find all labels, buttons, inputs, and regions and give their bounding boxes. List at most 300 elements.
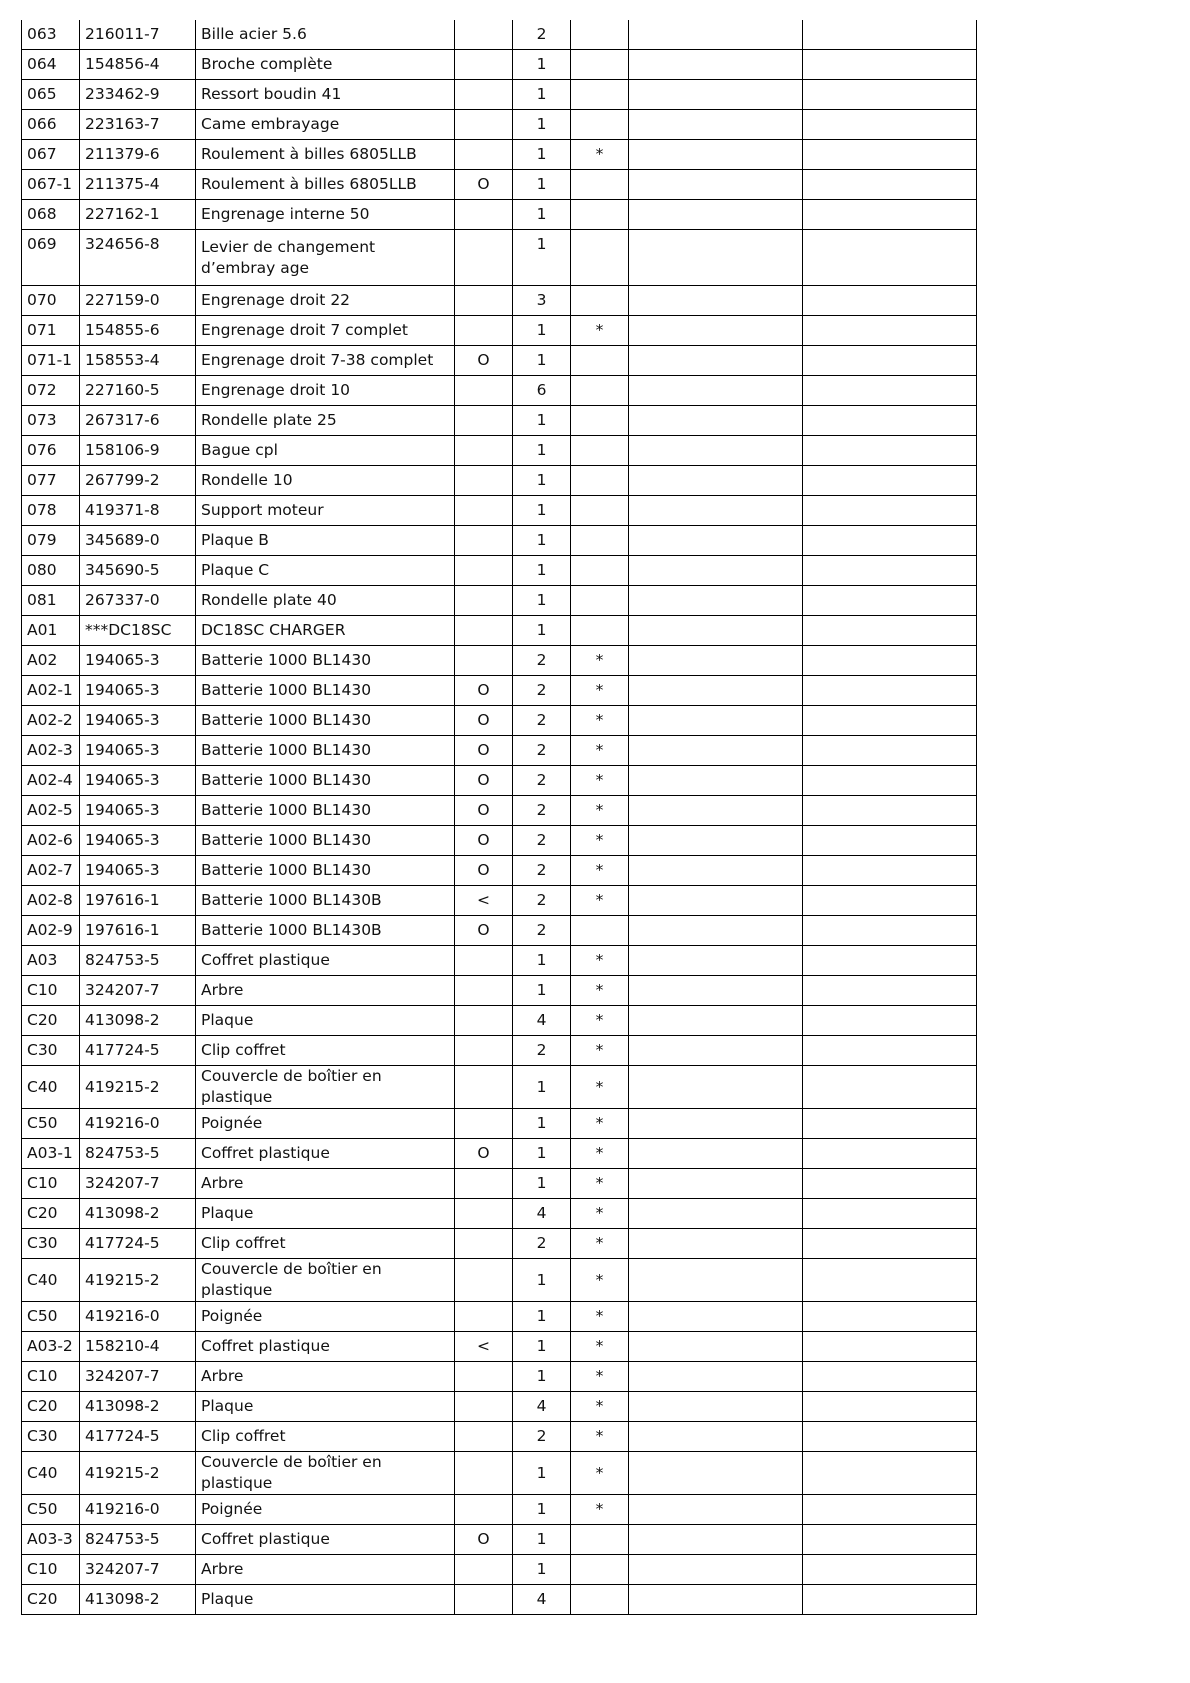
availability-mark-cell [571, 20, 629, 50]
availability-mark-cell [571, 230, 629, 286]
notes-cell [629, 80, 803, 110]
notes-cell [629, 1452, 803, 1495]
notes-cell [803, 1302, 977, 1332]
quantity-cell: 3 [513, 286, 571, 316]
table-row [22, 826, 977, 856]
option-code-cell [455, 1392, 513, 1422]
option-code-cell [455, 406, 513, 436]
availability-mark-cell: * [571, 1199, 629, 1229]
description-cell: Bague cpl [196, 436, 455, 466]
option-code-cell [455, 1169, 513, 1199]
table-row [22, 466, 977, 496]
notes-cell [629, 1169, 803, 1199]
part-number-cell: 824753-5 [80, 1139, 196, 1169]
option-code-cell [455, 436, 513, 466]
notes-cell [803, 1452, 977, 1495]
notes-cell [803, 916, 977, 946]
description-cell: Couvercle de boîtier en plastique [196, 1066, 455, 1109]
option-code-cell: O [455, 826, 513, 856]
table-row [22, 526, 977, 556]
ref-number-cell: A02-9 [22, 916, 80, 946]
availability-mark-cell [571, 50, 629, 80]
option-code-cell [455, 946, 513, 976]
quantity-cell: 2 [513, 1229, 571, 1259]
option-code-cell: O [455, 1139, 513, 1169]
ref-number-cell: A03-1 [22, 1139, 80, 1169]
ref-number-cell: 066 [22, 110, 80, 140]
description-cell: Arbre [196, 976, 455, 1006]
notes-cell [629, 496, 803, 526]
description-cell: Rondelle plate 40 [196, 586, 455, 616]
ref-number-cell: C40 [22, 1452, 80, 1495]
part-number-cell: 233462-9 [80, 80, 196, 110]
availability-mark-cell: * [571, 1259, 629, 1302]
description-cell: Coffret plastique [196, 1332, 455, 1362]
notes-cell [803, 466, 977, 496]
description-cell: Bille acier 5.6 [196, 20, 455, 50]
notes-cell [629, 646, 803, 676]
parts-table-body [22, 20, 977, 1615]
table-row [22, 496, 977, 526]
description-cell: Plaque [196, 1199, 455, 1229]
notes-cell [803, 1006, 977, 1036]
table-row [22, 1495, 977, 1525]
quantity-cell: 1 [513, 1109, 571, 1139]
option-code-cell [455, 316, 513, 346]
part-number-cell: 194065-3 [80, 826, 196, 856]
part-number-cell: 194065-3 [80, 796, 196, 826]
ref-number-cell: A01 [22, 616, 80, 646]
notes-cell [629, 1109, 803, 1139]
notes-cell [803, 526, 977, 556]
notes-cell [803, 1139, 977, 1169]
ref-number-cell: C50 [22, 1109, 80, 1139]
notes-cell [803, 346, 977, 376]
notes-cell [803, 316, 977, 346]
quantity-cell: 1 [513, 170, 571, 200]
part-number-cell: 419215-2 [80, 1452, 196, 1495]
ref-number-cell: A02-2 [22, 706, 80, 736]
part-number-cell: 419216-0 [80, 1109, 196, 1139]
part-number-cell: 413098-2 [80, 1585, 196, 1615]
description-cell: Clip coffret [196, 1422, 455, 1452]
notes-cell [803, 1169, 977, 1199]
part-number-cell: 413098-2 [80, 1392, 196, 1422]
availability-mark-cell [571, 496, 629, 526]
table-row [22, 170, 977, 200]
part-number-cell: 417724-5 [80, 1036, 196, 1066]
table-row [22, 1036, 977, 1066]
quantity-cell: 1 [513, 1169, 571, 1199]
description-cell: Engrenage interne 50 [196, 200, 455, 230]
quantity-cell: 1 [513, 586, 571, 616]
ref-number-cell: A02-6 [22, 826, 80, 856]
option-code-cell [455, 230, 513, 286]
notes-cell [629, 1392, 803, 1422]
part-number-cell: 194065-3 [80, 646, 196, 676]
notes-cell [629, 856, 803, 886]
table-row [22, 1585, 977, 1615]
ref-number-cell: C30 [22, 1422, 80, 1452]
notes-cell [803, 80, 977, 110]
table-row [22, 1006, 977, 1036]
part-number-cell: 223163-7 [80, 110, 196, 140]
description-cell: Arbre [196, 1362, 455, 1392]
availability-mark-cell: * [571, 1066, 629, 1109]
ref-number-cell: A02-8 [22, 886, 80, 916]
part-number-cell: 417724-5 [80, 1229, 196, 1259]
description-cell: Plaque [196, 1006, 455, 1036]
part-number-cell: 227160-5 [80, 376, 196, 406]
option-code-cell: < [455, 886, 513, 916]
option-code-cell [455, 556, 513, 586]
ref-number-cell: 072 [22, 376, 80, 406]
quantity-cell: 2 [513, 20, 571, 50]
table-row [22, 946, 977, 976]
availability-mark-cell [571, 346, 629, 376]
ref-number-cell: 065 [22, 80, 80, 110]
description-cell: Batterie 1000 BL1430 [196, 796, 455, 826]
part-number-cell: 267799-2 [80, 466, 196, 496]
table-row [22, 706, 977, 736]
option-code-cell: O [455, 796, 513, 826]
option-code-cell [455, 286, 513, 316]
table-row [22, 80, 977, 110]
notes-cell [803, 1066, 977, 1109]
part-number-cell: 324207-7 [80, 1362, 196, 1392]
ref-number-cell: C30 [22, 1229, 80, 1259]
table-row [22, 556, 977, 586]
quantity-cell: 2 [513, 706, 571, 736]
notes-cell [629, 110, 803, 140]
table-row [22, 20, 977, 50]
availability-mark-cell [571, 286, 629, 316]
availability-mark-cell: * [571, 1109, 629, 1139]
ref-number-cell: 063 [22, 20, 80, 50]
notes-cell [803, 1495, 977, 1525]
quantity-cell: 2 [513, 1036, 571, 1066]
quantity-cell: 1 [513, 140, 571, 170]
table-row [22, 736, 977, 766]
description-cell: Plaque C [196, 556, 455, 586]
part-number-cell: 824753-5 [80, 1525, 196, 1555]
part-number-cell: 154856-4 [80, 50, 196, 80]
ref-number-cell: A02-3 [22, 736, 80, 766]
ref-number-cell: C40 [22, 1259, 80, 1302]
notes-cell [629, 736, 803, 766]
quantity-cell: 1 [513, 1066, 571, 1109]
option-code-cell [455, 1302, 513, 1332]
description-cell: Plaque B [196, 526, 455, 556]
notes-cell [629, 1259, 803, 1302]
notes-cell [629, 436, 803, 466]
availability-mark-cell [571, 200, 629, 230]
part-number-cell: 194065-3 [80, 766, 196, 796]
quantity-cell: 6 [513, 376, 571, 406]
availability-mark-cell: * [571, 1362, 629, 1392]
table-row [22, 1525, 977, 1555]
option-code-cell [455, 466, 513, 496]
table-row [22, 436, 977, 466]
part-number-cell: 345690-5 [80, 556, 196, 586]
part-number-cell: 194065-3 [80, 676, 196, 706]
description-cell: Couvercle de boîtier en plastique [196, 1259, 455, 1302]
quantity-cell: 2 [513, 646, 571, 676]
part-number-cell: 417724-5 [80, 1422, 196, 1452]
part-number-cell: 211375-4 [80, 170, 196, 200]
ref-number-cell: 081 [22, 586, 80, 616]
option-code-cell [455, 1229, 513, 1259]
quantity-cell: 1 [513, 1332, 571, 1362]
quantity-cell: 1 [513, 230, 571, 286]
quantity-cell: 2 [513, 886, 571, 916]
ref-number-cell: A03-2 [22, 1332, 80, 1362]
availability-mark-cell [571, 110, 629, 140]
table-row [22, 1066, 977, 1109]
notes-cell [629, 616, 803, 646]
availability-mark-cell: * [571, 946, 629, 976]
availability-mark-cell: * [571, 796, 629, 826]
table-row [22, 646, 977, 676]
availability-mark-cell: * [571, 316, 629, 346]
notes-cell [629, 886, 803, 916]
part-number-cell: 154855-6 [80, 316, 196, 346]
notes-cell [803, 616, 977, 646]
table-row [22, 1199, 977, 1229]
part-number-cell: 324656-8 [80, 230, 196, 286]
quantity-cell: 1 [513, 1452, 571, 1495]
option-code-cell: O [455, 916, 513, 946]
availability-mark-cell: * [571, 706, 629, 736]
availability-mark-cell: * [571, 1036, 629, 1066]
notes-cell [629, 1585, 803, 1615]
option-code-cell [455, 140, 513, 170]
notes-cell [803, 436, 977, 466]
part-number-cell: 324207-7 [80, 976, 196, 1006]
notes-cell [629, 526, 803, 556]
ref-number-cell: C40 [22, 1066, 80, 1109]
table-row [22, 346, 977, 376]
ref-number-cell: 080 [22, 556, 80, 586]
option-code-cell [455, 1036, 513, 1066]
ref-number-cell: C10 [22, 1362, 80, 1392]
quantity-cell: 1 [513, 526, 571, 556]
quantity-cell: 1 [513, 556, 571, 586]
table-row [22, 110, 977, 140]
description-cell: Batterie 1000 BL1430B [196, 886, 455, 916]
availability-mark-cell [571, 1525, 629, 1555]
availability-mark-cell [571, 526, 629, 556]
ref-number-cell: C10 [22, 1169, 80, 1199]
ref-number-cell: C30 [22, 1036, 80, 1066]
notes-cell [803, 496, 977, 526]
availability-mark-cell: * [571, 1139, 629, 1169]
availability-mark-cell: * [571, 1302, 629, 1332]
notes-cell [803, 586, 977, 616]
part-number-cell: 419216-0 [80, 1302, 196, 1332]
part-number-cell: 324207-7 [80, 1169, 196, 1199]
description-cell: Arbre [196, 1169, 455, 1199]
description-cell: Levier de changement d’embray age [196, 230, 455, 286]
notes-cell [803, 1036, 977, 1066]
quantity-cell: 2 [513, 856, 571, 886]
notes-cell [629, 316, 803, 346]
table-row [22, 286, 977, 316]
description-cell: Coffret plastique [196, 946, 455, 976]
description-cell: Came embrayage [196, 110, 455, 140]
option-code-cell [455, 1006, 513, 1036]
option-code-cell [455, 646, 513, 676]
description-cell: Batterie 1000 BL1430 [196, 736, 455, 766]
option-code-cell [455, 1495, 513, 1525]
part-number-cell: ***DC18SC [80, 616, 196, 646]
table-row [22, 1422, 977, 1452]
quantity-cell: 2 [513, 796, 571, 826]
description-cell: DC18SC CHARGER [196, 616, 455, 646]
availability-mark-cell [571, 466, 629, 496]
option-code-cell [455, 1109, 513, 1139]
description-cell: Poignée [196, 1109, 455, 1139]
notes-cell [803, 406, 977, 436]
table-row [22, 316, 977, 346]
ref-number-cell: 068 [22, 200, 80, 230]
option-code-cell [455, 526, 513, 556]
ref-number-cell: A02-7 [22, 856, 80, 886]
table-row [22, 1362, 977, 1392]
table-row [22, 50, 977, 80]
description-cell: Batterie 1000 BL1430 [196, 826, 455, 856]
ref-number-cell: 077 [22, 466, 80, 496]
quantity-cell: 1 [513, 200, 571, 230]
notes-cell [803, 946, 977, 976]
option-code-cell: O [455, 346, 513, 376]
option-code-cell: O [455, 676, 513, 706]
table-row [22, 1555, 977, 1585]
notes-cell [629, 50, 803, 80]
quantity-cell: 1 [513, 110, 571, 140]
description-cell: Batterie 1000 BL1430 [196, 646, 455, 676]
availability-mark-cell [571, 916, 629, 946]
description-cell: Plaque [196, 1392, 455, 1422]
ref-number-cell: 067 [22, 140, 80, 170]
description-cell: Arbre [196, 1555, 455, 1585]
quantity-cell: 1 [513, 946, 571, 976]
notes-cell [803, 1392, 977, 1422]
description-cell: Batterie 1000 BL1430 [196, 766, 455, 796]
part-number-cell: 419215-2 [80, 1066, 196, 1109]
ref-number-cell: C20 [22, 1392, 80, 1422]
table-row [22, 916, 977, 946]
option-code-cell [455, 1259, 513, 1302]
description-cell: Batterie 1000 BL1430 [196, 856, 455, 886]
notes-cell [803, 706, 977, 736]
notes-cell [803, 1555, 977, 1585]
notes-cell [803, 286, 977, 316]
option-code-cell [455, 1585, 513, 1615]
option-code-cell [455, 586, 513, 616]
notes-cell [629, 20, 803, 50]
notes-cell [803, 50, 977, 80]
notes-cell [803, 826, 977, 856]
part-number-cell: 267337-0 [80, 586, 196, 616]
table-row [22, 1452, 977, 1495]
parts-table [21, 20, 977, 1615]
notes-cell [629, 766, 803, 796]
ref-number-cell: A03 [22, 946, 80, 976]
notes-cell [803, 20, 977, 50]
part-number-cell: 324207-7 [80, 1555, 196, 1585]
notes-cell [629, 1229, 803, 1259]
description-cell: Batterie 1000 BL1430 [196, 706, 455, 736]
option-code-cell [455, 80, 513, 110]
description-cell: Roulement à billes 6805LLB [196, 140, 455, 170]
quantity-cell: 1 [513, 1495, 571, 1525]
notes-cell [803, 1585, 977, 1615]
option-code-cell [455, 976, 513, 1006]
notes-cell [629, 916, 803, 946]
description-cell: Poignée [196, 1495, 455, 1525]
table-row [22, 766, 977, 796]
notes-cell [629, 1332, 803, 1362]
part-number-cell: 267317-6 [80, 406, 196, 436]
quantity-cell: 4 [513, 1392, 571, 1422]
notes-cell [629, 586, 803, 616]
part-number-cell: 211379-6 [80, 140, 196, 170]
part-number-cell: 419216-0 [80, 1495, 196, 1525]
quantity-cell: 1 [513, 1555, 571, 1585]
table-row [22, 796, 977, 826]
ref-number-cell: 076 [22, 436, 80, 466]
quantity-cell: 1 [513, 616, 571, 646]
notes-cell [629, 170, 803, 200]
option-code-cell [455, 496, 513, 526]
quantity-cell: 1 [513, 1525, 571, 1555]
ref-number-cell: C10 [22, 976, 80, 1006]
part-number-cell: 158210-4 [80, 1332, 196, 1362]
part-number-cell: 227159-0 [80, 286, 196, 316]
quantity-cell: 2 [513, 766, 571, 796]
quantity-cell: 4 [513, 1006, 571, 1036]
availability-mark-cell: * [571, 1452, 629, 1495]
option-code-cell [455, 1362, 513, 1392]
option-code-cell [455, 1422, 513, 1452]
notes-cell [803, 646, 977, 676]
availability-mark-cell: * [571, 1422, 629, 1452]
description-cell: Coffret plastique [196, 1139, 455, 1169]
notes-cell [629, 556, 803, 586]
option-code-cell: O [455, 856, 513, 886]
table-row [22, 1259, 977, 1302]
availability-mark-cell: * [571, 676, 629, 706]
quantity-cell: 4 [513, 1585, 571, 1615]
quantity-cell: 1 [513, 1139, 571, 1169]
table-row [22, 376, 977, 406]
notes-cell [803, 556, 977, 586]
quantity-cell: 1 [513, 1259, 571, 1302]
option-code-cell [455, 376, 513, 406]
availability-mark-cell [571, 376, 629, 406]
notes-cell [629, 1555, 803, 1585]
description-cell: Couvercle de boîtier en plastique [196, 1452, 455, 1495]
availability-mark-cell: * [571, 140, 629, 170]
description-cell: Roulement à billes 6805LLB [196, 170, 455, 200]
option-code-cell [455, 1452, 513, 1495]
table-row [22, 676, 977, 706]
ref-number-cell: C20 [22, 1585, 80, 1615]
ref-number-cell: C20 [22, 1006, 80, 1036]
notes-cell [803, 976, 977, 1006]
availability-mark-cell [571, 170, 629, 200]
